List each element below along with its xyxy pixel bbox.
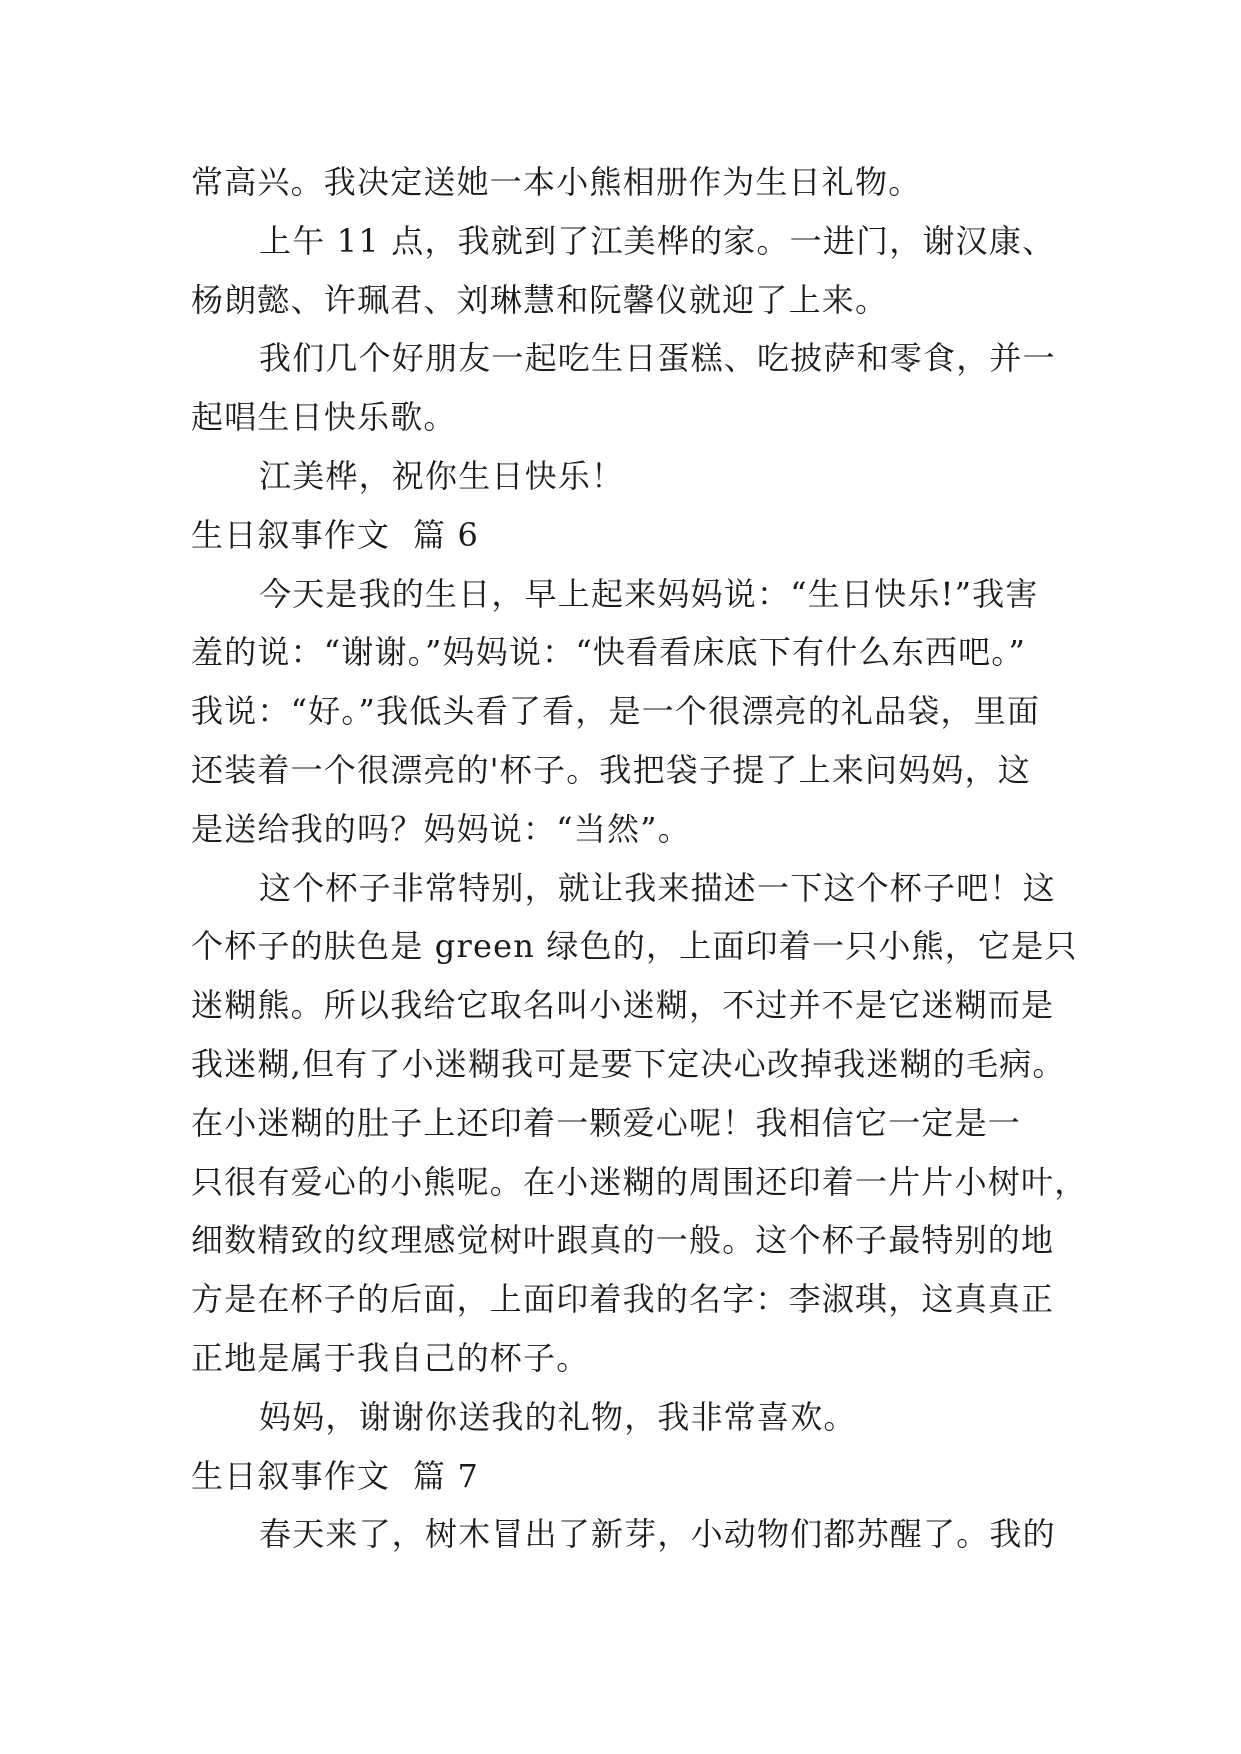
- paragraph-start-line: 春天来了，树木冒出了新芽，小动物们都苏醒了。我的: [259, 1515, 1056, 1554]
- text-line: 起唱生日快乐歌。: [191, 398, 457, 437]
- text-line: 羞的说：“谢谢。”妈妈说：“快看看床底下有什么东西吧。”: [191, 633, 1027, 672]
- text-line: 迷糊熊。所以我给它取名叫小迷糊，不过并不是它迷糊而是: [191, 986, 1055, 1025]
- section-heading: 生日叙事作文 篇 6: [191, 515, 480, 554]
- paragraph-start-line: 上午 11 点，我就到了江美桦的家。一进门，谢汉康、: [259, 221, 1056, 260]
- text-line: 细数精致的纹理感觉树叶跟真的一般。这个杯子最特别的地: [191, 1221, 1055, 1260]
- paragraph-start-line: 妈妈，谢谢你送我的礼物，我非常喜欢。: [259, 1397, 857, 1436]
- paragraph-start-line: 江美桦，祝你生日快乐！: [259, 456, 625, 495]
- paragraph-start-line: 我们几个好朋友一起吃生日蛋糕、吃披萨和零食，并一: [259, 339, 1056, 378]
- paragraph-start-line: 这个杯子非常特别，就让我来描述一下这个杯子吧！这: [259, 868, 1056, 907]
- text-line: 方是在杯子的后面，上面印着我的名字：李淑琪，这真真正: [191, 1280, 1055, 1319]
- text-line: 我迷糊,但有了小迷糊我可是要下定决心改掉我迷糊的毛病。: [191, 1044, 1066, 1083]
- text-line: 是送给我的吗？妈妈说：“当然”。: [191, 809, 691, 848]
- paragraph-start-line: 今天是我的生日，早上起来妈妈说：“生日快乐!”我害: [259, 574, 1039, 613]
- text-line: 个杯子的肤色是 green 绿色的，上面印着一只小熊，它是只: [191, 927, 1078, 966]
- text-line: 常高兴。我决定送她一本小熊相册作为生日礼物。: [191, 163, 922, 201]
- section-heading: 生日叙事作文 篇 7: [191, 1456, 480, 1495]
- document-body: [191, 153, 1181, 1564]
- text-line: 只很有爱心的小熊呢。在小迷糊的周围还印着一片片小树叶，: [191, 1162, 1088, 1201]
- text-line: 杨朗懿、许珮君、刘琳慧和阮馨仪就迎了上来。: [191, 280, 889, 319]
- text-line: 在小迷糊的肚子上还印着一颗爱心呢！我相信它一定是一: [191, 1103, 1022, 1142]
- text-line: 我说：“好。”我低头看了看，是一个很漂亮的礼品袋，里面: [191, 692, 1041, 731]
- text-line: 正地是属于我自己的杯子。: [191, 1338, 590, 1377]
- text-line: 还装着一个很漂亮的'杯子。我把袋子提了上来问妈妈，这: [191, 750, 1031, 789]
